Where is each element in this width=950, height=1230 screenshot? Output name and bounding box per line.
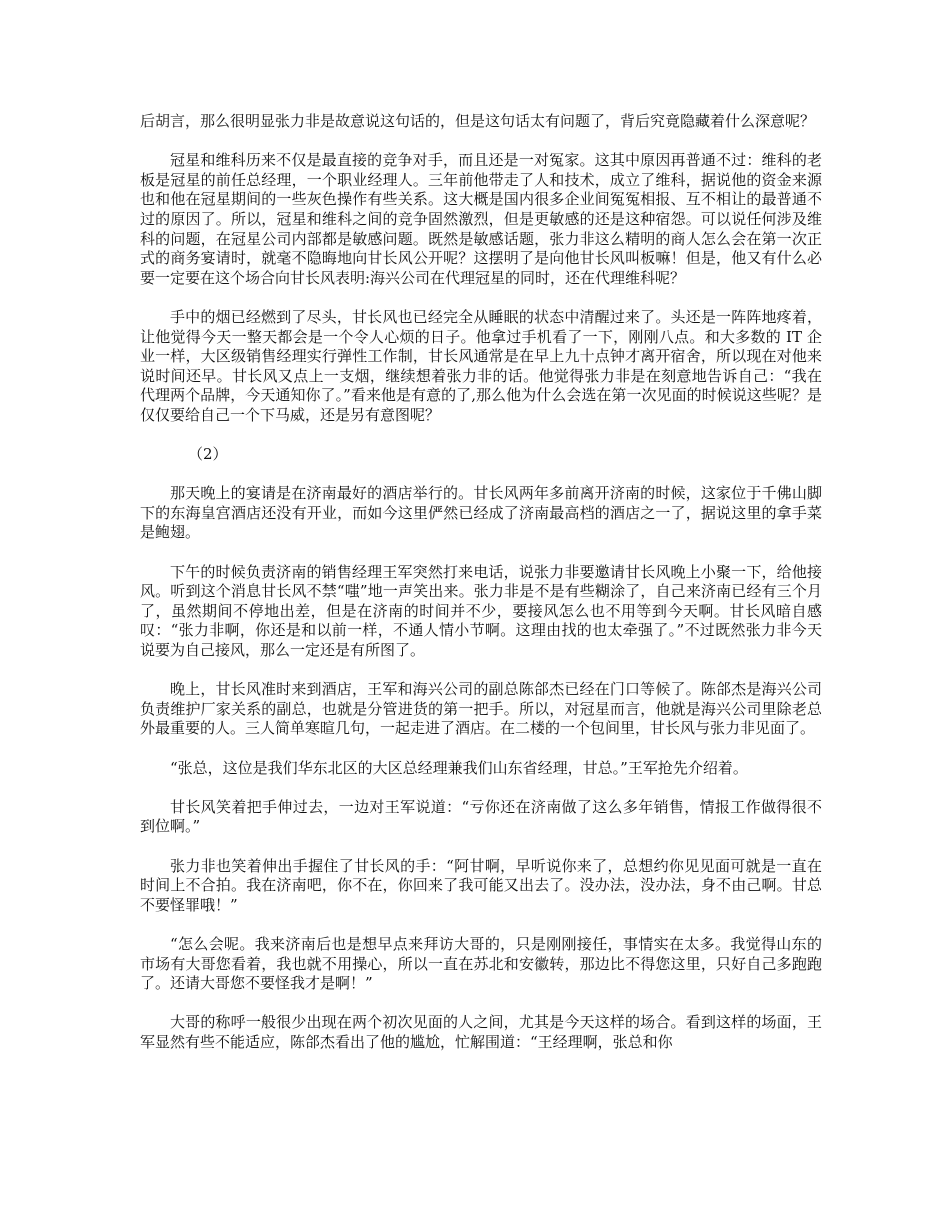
paragraph-cigarette: 手中的烟已经燃到了尽头，甘长风也已经完全从睡眠的状态中清醒过来了。头还是一阵阵地疼着，让他觉得今天一整天都会是一个令人心烦的日子。他拿过手机看了一下，刚刚八点。和大多数的 IT 企业一样，大区级销售经理实行弹性工作制，甘长风通常是在早上九十点钟才离开宿舍，所以现在对他来说时间还早。甘长风又点上一支烟，继续想着张力非的话。他觉得张力非是在刻意地告诉自己：“我在代理两个品牌，今天通知你了。”看来他是有意的了,那么他为什么会选在第一次见面的时候说这些呢？是仅仅要给自己一个下马威，还是另有意图呢？ bbox=[140, 307, 822, 424]
paragraph-introduction: “张总，这位是我们华东北区的大区总经理兼我们山东省经理，甘总。”王军抢先介绍着。 bbox=[170, 758, 748, 777]
paragraph-gan-reply: “怎么会呢。我来济南后也是想早点来拜访大哥的，只是刚刚接任，事情实在太多。我觉得山东的市场有大哥您看着，我也就不用操心，所以一直在苏北和安徽转，那边比不得您这里，只好自己多跑跑了。还请大哥您不要怪我才是啊！” bbox=[140, 934, 822, 993]
document-body bbox=[140, 112, 822, 1072]
paragraph-evening: 晚上，甘长风准时来到酒店，王军和海兴公司的副总陈郃杰已经在门口等候了。陈郃杰是海兴公司负责维护厂家关系的副总，也就是分管进货的第一把手。所以，对冠星而言，他就是海兴公司里除老总外最重要的人。三人简单寒暄几句，一起走进了酒店。在二楼的一个包间里，甘长风与张力非见面了。 bbox=[140, 680, 822, 738]
paragraph-banquet: 那天晚上的宴请是在济南最好的酒店举行的。甘长风两年多前离开济南的时候，这家位于千佛山脚下的东海皇宫酒店还没有开业，而如今这里俨然已经成了济南最高档的酒店之一了，据说这里的拿手菜是鲍翅。 bbox=[140, 484, 822, 542]
section-heading: （2） bbox=[188, 445, 228, 464]
paragraph-handshake: 甘长风笑着把手伸过去，一边对王军说道：“亏你还在济南做了这么多年销售，情报工作做得很不到位啊。” bbox=[140, 797, 822, 836]
paragraph-phone-call: 下午的时候负责济南的销售经理王军突然打来电话，说张力非要邀请甘长风晚上小聚一下，给他接风。听到这个消息甘长风不禁“嗤”地一声笑出来。张力非是不是有些糊涂了，自己来济南已经有三个月了，虽然期间不停地出差，但是在济南的时间并不少，要接风怎么也不用等到今天啊。甘长风暗自感叹：“张力非啊，你还是和以前一样，不通人情小节啊。这理由找的也太牵强了。”不过既然张力非今天说要为自己接风，那么一定还是有所图了。 bbox=[140, 562, 822, 660]
paragraph-rivalry: 冠星和维科历来不仅是最直接的竞争对手，而且还是一对冤家。这其中原因再普通不过：维科的老板是冠星的前任总经理，一个职业经理人。三年前他带走了人和技术，成立了维科，据说他的资金来源也和他在冠星期间的一些灰色操作有些关系。这大概是国内很多企业间冤冤相报、互不相让的最普通不过的原因了。所以，冠星和维科之间的竞争固然激烈，但是更敏感的还是这种宿怨。可以说任何涉及维科的问题，在冠星公司内部都是敏感问题。既然是敏感话题，张力非这么精明的商人怎么会在第一次正式的商务宴请时，就毫不隐晦地向甘长风公开呢？这摆明了是向他甘长风叫板嘛！但是，他又有什么必要一定要在这个场合向甘长风表明:海兴公司在代理冠星的同时，还在代理维科呢？ bbox=[140, 151, 822, 287]
paragraph-big-brother: 大哥的称呼一般很少出现在两个初次见面的人之间，尤其是今天这样的场合。看到这样的场面，王军显然有些不能适应，陈郃杰看出了他的尴尬，忙解围道：“王经理啊，张总和你 bbox=[140, 1013, 822, 1051]
paragraph-zhang-reply: 张力非也笑着伸出手握住了甘长风的手：“阿甘啊，早听说你来了，总想约你见见面可就是一直在时间上不合拍。我在济南吧，你不在，你回来了我可能又出去了。没办法，没办法，身不由己啊。甘总不要怪罪哦！” bbox=[140, 856, 822, 914]
paragraph-continuation: 后胡言，那么很明显张力非是故意说这句话的，但是这句话太有问题了，背后究竟隐藏着什么深意呢？ bbox=[140, 112, 816, 130]
